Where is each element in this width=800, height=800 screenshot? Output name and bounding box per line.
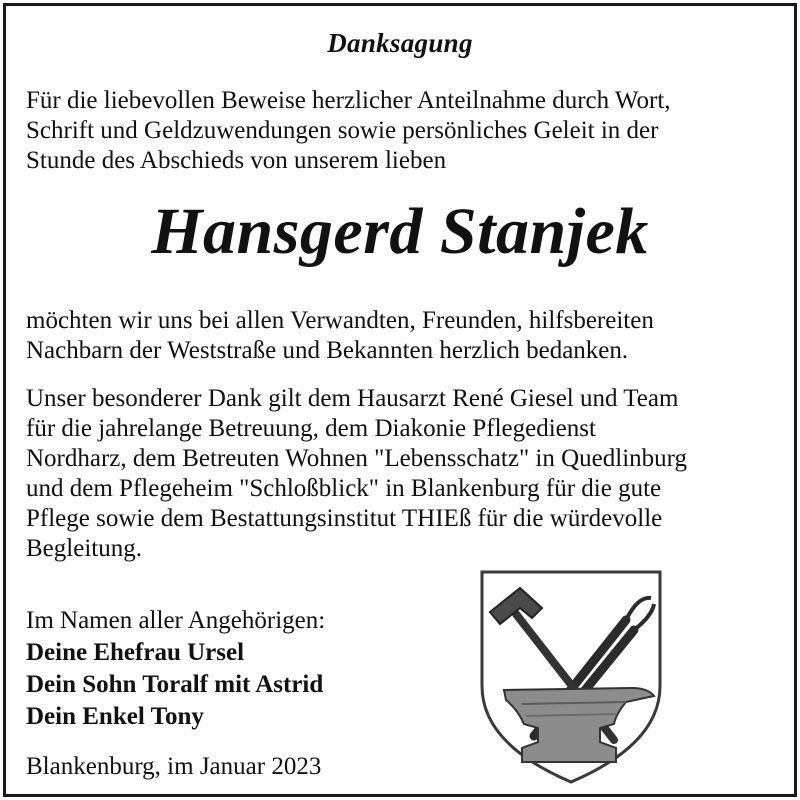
notice-heading: Danksagung (327, 28, 473, 58)
special-thanks-line: und dem Pflegeheim "Schloßblick" in Blankenburg für die gute (26, 475, 662, 502)
special-thanks-paragraph (26, 384, 780, 564)
special-thanks-line: Unser besonderer Dank gilt dem Hausarzt René Giesel und Team (26, 385, 679, 412)
signer-grandson: Dein Enkel Tony (26, 703, 204, 730)
special-thanks-line: für die jahrelange Betreuung, dem Diakonie Pflegedienst (26, 415, 596, 442)
thanks-line: Nachbarn der Weststraße und Bekannten herzlich bedanken. (26, 337, 629, 364)
intro-line: Schrift und Geldzuwendungen sowie persönliches Geleit in der (26, 117, 659, 144)
place-date: Blankenburg, im Januar 2023 (26, 753, 322, 780)
signature-block (26, 605, 325, 733)
intro-line: Für die liebevollen Beweise herzlicher Anteilnahme durch Wort, (26, 87, 671, 114)
intro-line: Stunde des Abschieds von unserem lieben (26, 147, 447, 174)
signer-spouse: Deine Ehefrau Ursel (26, 639, 245, 666)
on-behalf-line: Im Namen aller Angehörigen: (26, 607, 326, 634)
deceased-name: Hansgerd Stanjek (151, 195, 649, 268)
thanks-paragraph (26, 306, 780, 366)
signer-son: Dein Sohn Toralf mit Astrid (26, 671, 324, 698)
intro-paragraph (26, 86, 780, 176)
thanks-line: möchten wir uns bei allen Verwandten, Freunden, hilfsbereiten (26, 307, 654, 334)
blacksmith-anvil-crest-icon (476, 568, 666, 786)
special-thanks-line: Nordharz, dem Betreuten Wohnen "Lebensschatz" in Quedlinburg (26, 445, 688, 472)
special-thanks-line: Pflege sowie dem Bestattungsinstitut THIEß für die würdevolle (26, 505, 663, 532)
special-thanks-line: Begleitung. (26, 535, 142, 562)
